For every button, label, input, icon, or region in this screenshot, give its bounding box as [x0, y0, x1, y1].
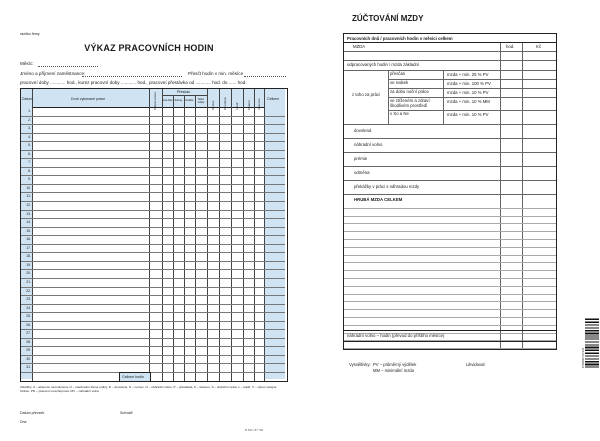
pay-row-label: překážky v práci s náhradou mzdy [354, 184, 420, 189]
table-row [21, 346, 285, 347]
table-row [21, 184, 285, 185]
blank-row [344, 325, 556, 326]
row-number: 28. [26, 339, 31, 344]
table-row [21, 150, 285, 151]
total-hours-label-cell: Celkem hodin [119, 372, 151, 382]
row-number: 23. [26, 297, 31, 302]
rate-field[interactable] [244, 76, 286, 77]
date-label: Dne [20, 420, 27, 424]
table-row [21, 244, 285, 245]
blank-row [344, 301, 556, 302]
pay-row-label: náhradní volno [354, 142, 383, 147]
blank-row [344, 348, 556, 349]
blank-row [344, 255, 556, 256]
table-row [21, 175, 285, 176]
doctor-header: Lékař [235, 102, 239, 110]
footnote-label: Vysvětlivky: [349, 362, 371, 367]
table-row [21, 338, 285, 339]
table-row [21, 312, 285, 313]
row-number: 29. [26, 348, 31, 353]
row-number: 20. [26, 271, 31, 276]
blank-row [344, 294, 556, 295]
footnote-mm: MM – minimální mzda [373, 368, 414, 373]
row-number: 25. [26, 314, 31, 319]
blank-row [344, 309, 556, 310]
row-divider [344, 166, 556, 167]
day-header: Datum [22, 97, 33, 101]
other-pay-rows [344, 124, 556, 194]
table-row [21, 133, 285, 134]
form-code: B 400 / 87 700 [245, 428, 264, 432]
work-type-header: Druh vykonané práce [71, 97, 106, 101]
table-row [21, 167, 285, 168]
table-row [21, 304, 285, 305]
row-number: 11. [26, 194, 31, 199]
surcharge-rate: mzda + min. 100 % PV [447, 81, 491, 86]
row-divider [388, 110, 556, 111]
amount-column-header: Kč [536, 44, 542, 49]
row-number: 10. [26, 185, 31, 190]
row-divider [388, 79, 556, 80]
row-number: 24. [26, 305, 31, 310]
barcode [585, 318, 599, 368]
row-number: 27. [26, 331, 31, 336]
total-header: Celkem [267, 97, 280, 101]
row-number: 5. [28, 143, 31, 148]
blank-row [344, 239, 556, 240]
row-divider [344, 152, 556, 153]
employee-name-label: Jméno a příjmení zaměstnance: [20, 71, 86, 76]
overtime-sub-header: Hod./den [162, 99, 173, 102]
row-number: 15. [26, 228, 31, 233]
footnote-pv: PV – průměrný výdělek [373, 362, 417, 367]
row-number: 18. [26, 254, 31, 259]
timesheet-table [20, 88, 288, 382]
row-number: 21. [26, 279, 31, 284]
table-row [21, 192, 285, 193]
blank-row [344, 231, 556, 232]
table-row [21, 295, 285, 296]
table-row [21, 210, 285, 211]
surcharge-rate: mzda + min. 25 % PV [447, 72, 489, 77]
row-number: 3. [28, 126, 31, 131]
payroll-title: ZÚČTOVÁNÍ MZDY [352, 14, 424, 23]
row-number: 12. [26, 203, 31, 208]
surcharge-rate: mzda + min. 10 % PV [447, 90, 489, 95]
overtime-sub-header: Státní svátky [197, 98, 205, 104]
employee-name-field[interactable] [82, 76, 182, 77]
blank-row [344, 286, 556, 287]
overtime-sub-header: Neděle [185, 99, 194, 102]
timesheet-title: VÝKAZ PRACOVNÍCH HODIN [84, 43, 214, 53]
header-row: Pracovních dnů / pracovních hodin v měsíci celkem [347, 36, 453, 41]
work-fund-line: pracovní doby ............ hod., kurez pracovní doby ............ hod., pracovní přestávka od ............ hod. do ...... hod. [20, 80, 247, 85]
row-number: 16. [26, 237, 31, 242]
surcharge-label: přesčas [390, 71, 406, 76]
table-row [21, 321, 285, 322]
blank-row [344, 216, 556, 217]
table-row [21, 158, 285, 159]
accountant-label: Likvidoval: [466, 362, 486, 367]
pay-row-label: dovolená [354, 128, 372, 133]
rate-label: Přesčt hodin v min. měsíce [188, 71, 244, 76]
table-row [21, 116, 285, 117]
gross-wage-label: HRUBÁ MZDA CELKEM [354, 197, 403, 202]
table-row [21, 287, 285, 288]
row-number: 2. [28, 117, 31, 122]
pay-row-label: odměna [354, 170, 370, 175]
row-number: 7. [28, 160, 31, 165]
table-row [21, 252, 285, 253]
table-row [21, 363, 285, 364]
sick-header: Nemoc [211, 100, 215, 110]
row-divider [344, 180, 556, 181]
comp-leave-row: náhradní volno – hodin (převod do příštího měsíce) [343, 330, 557, 342]
table-row [21, 261, 285, 262]
base-wage-row: odpracovaných hodin / mzda základní [347, 62, 420, 67]
surcharge-label: v So a Ne [390, 111, 409, 116]
table-row [21, 278, 285, 279]
table-row [21, 218, 285, 219]
pay-row-label: prémie [354, 156, 368, 161]
row-number: 1. [28, 109, 31, 113]
company-stamp-label: razítko firmy [20, 32, 40, 36]
absence-header: Absence [257, 98, 261, 110]
month-field[interactable] [38, 66, 98, 67]
table-row [21, 372, 285, 373]
table-row [21, 269, 285, 270]
payroll-table [343, 33, 557, 350]
table-row [21, 227, 285, 228]
hours-header: Odpracováno [153, 91, 157, 110]
row-number: 6. [28, 151, 31, 156]
row-number: 22. [26, 288, 31, 293]
blank-row [344, 270, 556, 271]
month-label: Měsíc: [20, 61, 34, 66]
blank-row [344, 247, 556, 248]
wage-column-header: MZDA [353, 44, 366, 49]
blank-row [344, 262, 556, 263]
surcharge-rate: mzda + min. 10 % MM [447, 99, 490, 104]
table-row [21, 235, 285, 236]
row-number: 30. [26, 356, 31, 361]
surcharge-rate: mzda + min. 10 % PV [447, 112, 489, 117]
blank-row [344, 208, 556, 209]
row-number: 19. [26, 262, 31, 267]
surcharge-label: za dobu noční práce [390, 89, 429, 94]
received-label: Datum převzetí [20, 411, 45, 415]
surcharge-label: ve svátek [390, 80, 409, 85]
row-number: 8. [28, 168, 31, 173]
surcharge-rows [388, 70, 556, 124]
table-row [21, 124, 285, 125]
table-row [21, 201, 285, 202]
other-header: Ostatní [247, 100, 251, 110]
approved-label: Schválil [120, 411, 133, 415]
table-row [21, 141, 285, 142]
table-rows [21, 107, 285, 379]
blank-row [344, 278, 556, 279]
row-number: 9. [28, 177, 31, 182]
overtime-sub-header: Soboty [174, 99, 183, 102]
barcode-number: 8 593540 007125 [582, 347, 585, 368]
row-number: 14. [26, 220, 31, 225]
row-number: 31. [26, 365, 31, 370]
blank-rows [344, 194, 556, 349]
row-number: 17. [26, 245, 31, 250]
row-divider [344, 138, 556, 139]
table-row [21, 355, 285, 356]
vacation-header: Dovolená [223, 97, 227, 110]
blank-row [344, 317, 556, 318]
group-label: z toho za práci [352, 92, 380, 97]
row-number: 26. [26, 322, 31, 327]
table-row [21, 329, 285, 330]
hours-column-header: hod. [506, 44, 515, 49]
row-number: 13. [26, 211, 31, 216]
blank-row [344, 223, 556, 224]
legend: Odrážky: A – absence neomluvená, O – ošetřování člena rodiny, D – dovolená, N – nemoc, O – náhradní volno, P – přestávka, K – krácení, S – služební cesta, L – lékař, V – výkon veřejné funkce, PN – pracovní neschopnost, MV – náhradní volno [20, 385, 277, 393]
row-number: 4. [28, 134, 31, 139]
surcharge-label: ve ztíženém a zdraví škodlivém prostředí [390, 98, 430, 108]
overtime-header: Přesčas [177, 90, 190, 94]
